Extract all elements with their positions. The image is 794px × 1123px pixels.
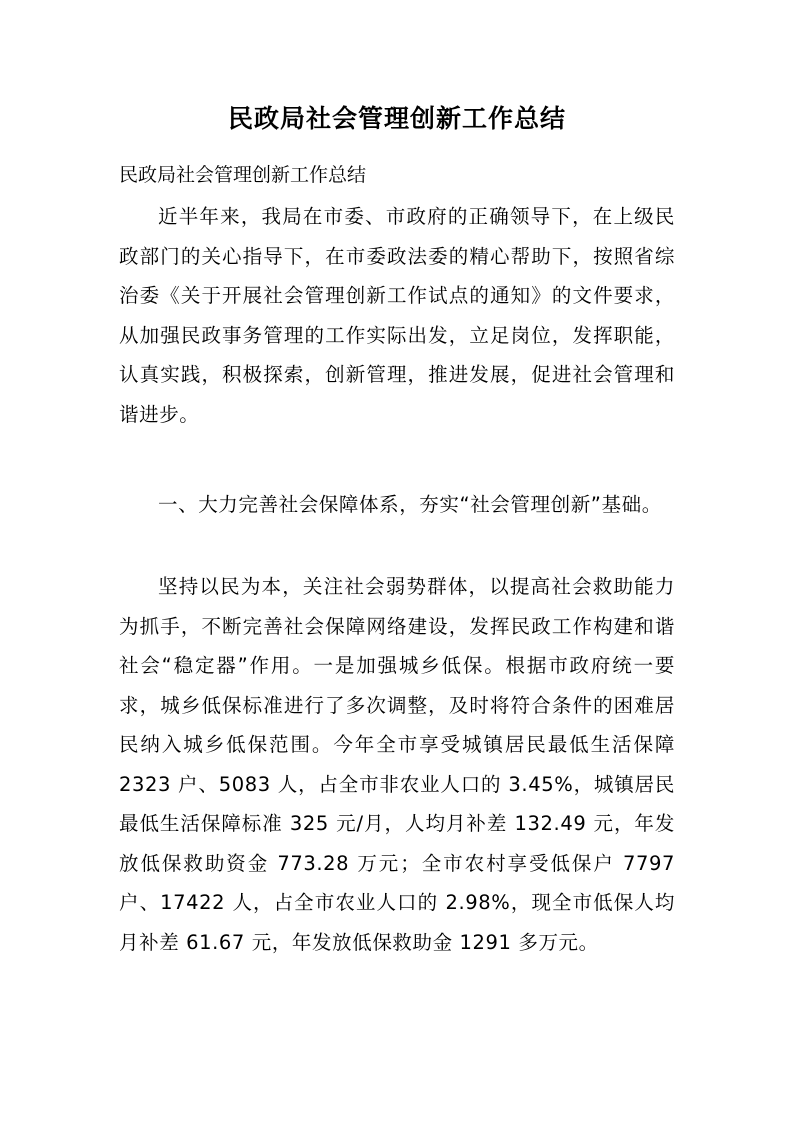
paragraph-intro: 近半年来，我局在市委、市政府的正确领导下，在上级民政部门的关心指导下，在市委政法委的精心帮助下，按照省综治委《关于开展社会管理创新工作试点的通知》的文件要求，从加强民政事务管理的工作实际出发，立足岗位，发挥职能，认真实践，积极探索，创新管理，推进发展，促进社会管理和谐进步。	[119, 205, 675, 426]
section-heading-1: 一、大力完善社会保障体系，夯实“社会管理创新”基础。	[158, 493, 662, 516]
paragraph-social-security: 坚持以民为本，关注社会弱势群体，以提高社会救助能力为抓手，不断完善社会保障网络建设，发挥民政工作构建和谐社会“稳定器”作用。一是加强城乡低保。根据市政府统一要求，城乡低保标准进行了多次调整，及时将符合条件的困难居民纳入城乡低保范围。今年全市享受城镇居民最低生活保障 2323 户、5083 人，占全市非农业人口的 3.45%，城镇居民最低生活保障标准 325 元/月，人均月补差 132.49 元，年发放低保救助资金 773.28 万元；全市农村享受低保户 7797 户、17422 人，占全市农业人口的 2.98%，现全市低保人均月补差 61.67 元，年发放低保救助金 1291 多万元。	[119, 575, 675, 954]
document-title: 民政局社会管理创新工作总结	[227, 104, 566, 133]
document-subtitle: 民政局社会管理创新工作总结	[119, 164, 367, 186]
